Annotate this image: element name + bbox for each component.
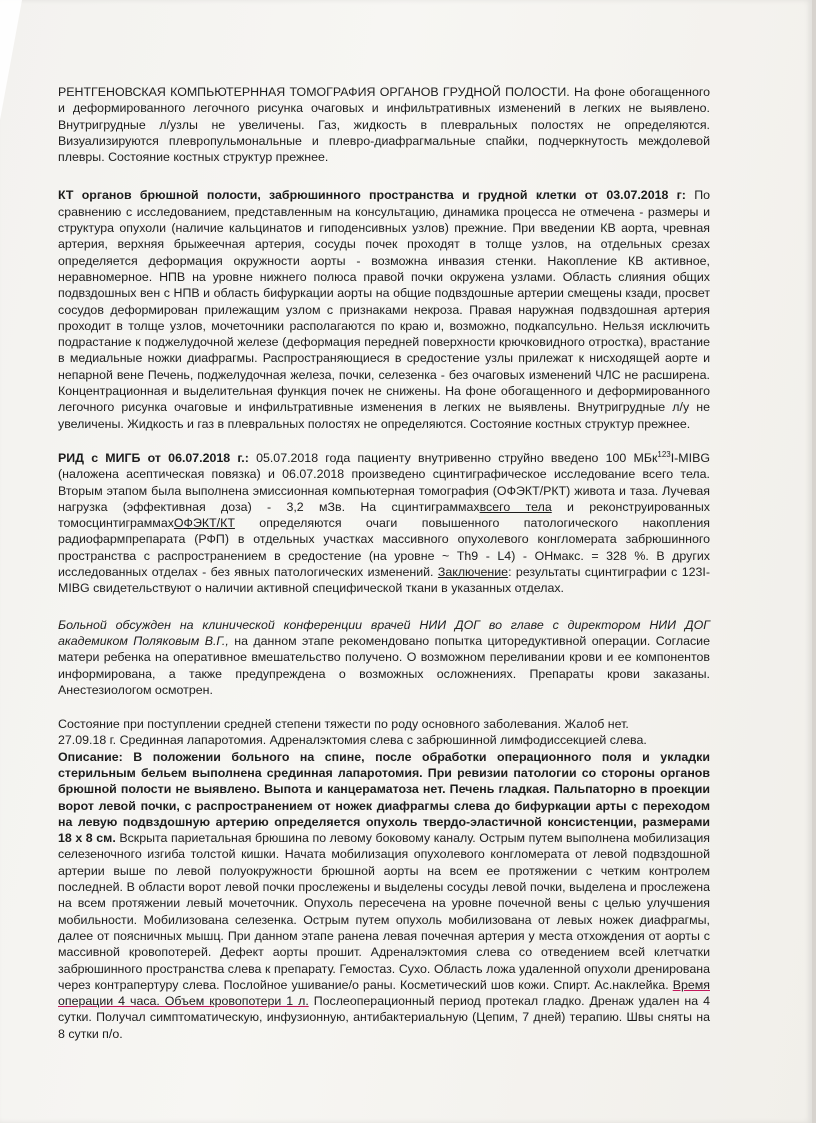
rid-text-5: : результаты сцинтиграфии с 123I-MIBG свидетельствуют о наличии активной специфической ткани в указанных отделах. bbox=[58, 565, 710, 596]
folded-corner bbox=[0, 0, 22, 120]
rid-text-3: и реконструированных томосцинтиграммах bbox=[58, 499, 710, 531]
operation-section bbox=[58, 716, 710, 1042]
rid-conclusion-label: Заключение bbox=[437, 565, 509, 580]
operation-description-end: Послеоперационный период протекал гладко. Дренаж удален на 4 сутки. Получал симптоматическую, инфузионную, антибактериальную (Цепим, 7 дней) терапию. Швы сняты на 8 сутки п/о. bbox=[58, 994, 710, 1041]
rid-heading: РИД с МИГБ от 06.07.2018 г.: bbox=[58, 450, 249, 465]
ct-abdomen-paragraph bbox=[58, 187, 710, 431]
operation-title-line: 27.09.18 г. Срединная лапаротомия. Адреналэктомия слева с забрюшинной лимфодиссекцией слева. bbox=[58, 733, 647, 748]
operation-description-text: Вскрыта париетальная брюшина по левому боковому каналу. Острым путем выполнена мобилизация селезеночного изгиба толстой кишки. Начата мобилизация опухолевого конгломерата от левой подвздошной артерии выше по левой полуокружности брюшной аорты на всем ее протяжении с четким контролем последней. В области ворот левой почки прослежены и выделены сосуды левой почки, выделена и прослежена на всем протяжении левый мочеточник. Опухоль пересечена на уровне почечной вены с целью улучшения мобильности. Мобилизована селезенка. Острым путем опухоль мобилизована от левых ножек диафрагмы, далее от поясничных мышц. При данном этапе ранена левая почечная артерия у места отхождения от аорты с массивной кровопотерей. Дефект аорты прошит. Адреналэктомия слева со отведением всей клетчатки забрюшинного пространства слева к препарату. Гемостаз. Сухо. Область ложа удаленной опухоли дренирована через контрапертуру слева. Послойное ушивание/о раны. Косметический шов кожи. Спирт. Ас.наклейка. bbox=[58, 831, 710, 992]
operation-time-bloodloss: Время операции 4 часа. Объем кровопотери 1 л. bbox=[58, 977, 710, 1009]
operation-description-bold: В положении больного на спине, после обработки операционного поля и укладки стерильным бельем выполнена срединная лапаротомия. При ревизии патологии со стороны органов брюшной полости не выявлено. Выпота и канцераматоза нет. Печень гладкая. Пальпаторно в проекции ворот левой почки, с распространением от ножек диафрагмы слева до бифуркации арты с переходом на левую подвздошную артерию определяется опухоль твердо-эластичной консистенции, размерами 18 х 8 см. bbox=[58, 749, 710, 846]
rid-text-4: определяются очаги повышенного патологического накопления радиофармпрепарата (РФП) в отдельных участках массивного опухолевого конгломерата забрюшинного пространства с распространением в средостение (на уровне ~ Th9 - L4) - ОНмакс. = 328 %. В других исследованных отделах - без явных патологических изменений. bbox=[58, 516, 710, 580]
ct-abdomen-text: По сравнению с исследованием, представленным на консультацию, динамика процесса не отмечена - размеры и структура опухоли (наличие кальцинатов и гиподенсивных узлов) прежние. При введении КВ аорта, чревная артерия, верхняя брыжеечная артерия, сосуды почек проходят в толще узлов, на отдельных срезах определяется деформация окружности аорты - возможна инвазия стенки. Накопление КВ активное, неравномерное. НПВ на уровне нижнего полюса правой почки окружена узлами. Область слияния общих подвздошных вен с НПВ и область бифуркации аорты на общие подвздошные артерии смещены кзади, просвет сосудов деформирован прилежащим узлом с признаками некроза. Правая наружная подвздошная артерия проходит в толще узлов, мочеточники располагаются по краю и, возможно, подкапсульно. Нельзя исключить подрастание к поджелудочной железе (деформация передней поверхности крючковидного отростка), врастание в медиальные ножки диафрагмы. Распространяющиеся в средостение узлы прилежат к нисходящей аорте и непарной вене Печень, поджелудочная железа, почки, селезенка - без очаговых изменений ЧЛС не расширена. Концентрационная и выделительная функция почек не снижены. На фоне обогащенного и деформированного легочного рисунка очаговые и инфильтративные изменения в легких не выявлены. Внутригрудные л/у не увеличены. Жидкость и газ в плевральных полостях не определяются. Состояние костных структур прежнее. bbox=[58, 188, 710, 431]
rid-underline-spect: ОФЭКТ/КТ bbox=[173, 516, 235, 531]
document-body bbox=[58, 84, 710, 1042]
conference-italic: Больной обсужден на клинической конференции врачей НИИ ДОГ во главе с директором НИИ ДОГ академиком Поляковым В.Г., bbox=[58, 617, 710, 648]
rid-underline-whole-body: всего тела bbox=[479, 499, 552, 514]
rid-text-2: I-MIBG (наложена асептическая повязка) и 06.07.2018 произведено сцинтиграфическое исследование всего тела. Вторым этапом была выполнена эмиссионная компьютерная томография (ОФЭКТ/РКТ) живота и таза. Лучевая нагрузка (эффективная доза) - 3,2 мЗв. На сцинтиграммах bbox=[58, 450, 710, 514]
rid-text-1: 05.07.2018 года пациенту внутривенно струйно введено 100 МБк bbox=[248, 450, 658, 465]
ct-chest-paragraph: РЕНТГЕНОВСКАЯ КОМПЬЮТЕРННАЯ ТОМОГРАФИЯ ОРГАНОВ ГРУДНОЙ ПОЛОСТИ. На фоне обогащенного и деформированного легочного рисунка очаговых и инфильтративных изменений в легких не выявлено. Внутригрудные л/узлы не увеличены. Газ, жидкость в плевральных полостях не определяются. Визуализируются плевропульмональные и плевро-диафрагмальные спайки, подчеркнутость междолевой плевры. Состояние костных структур прежнее. bbox=[58, 85, 710, 165]
conference-paragraph bbox=[58, 617, 710, 698]
ct-abdomen-heading: КТ органов брюшной полости, забрюшинного пространства и грудной клетки от 03.07.2018 г: bbox=[58, 188, 686, 203]
admission-status-line: Состояние при поступлении средней степени тяжести по роду основного заболевания. Жалоб нет. bbox=[58, 717, 629, 732]
operation-description-label: Описание: bbox=[58, 749, 123, 764]
rid-isotope-sup: 123 bbox=[657, 449, 671, 459]
conference-text: на данном этапе рекомендовано попытка циторедуктивной операции. Согласие матери ребенка на оперативное вмешательство получено. О возможном переливании крови и ее компонентов информирована, а также предупреждена о возможных осложнениях. Препараты крови заказаны. Анестезиологом осмотрен. bbox=[58, 633, 710, 697]
rid-paragraph bbox=[58, 450, 710, 597]
